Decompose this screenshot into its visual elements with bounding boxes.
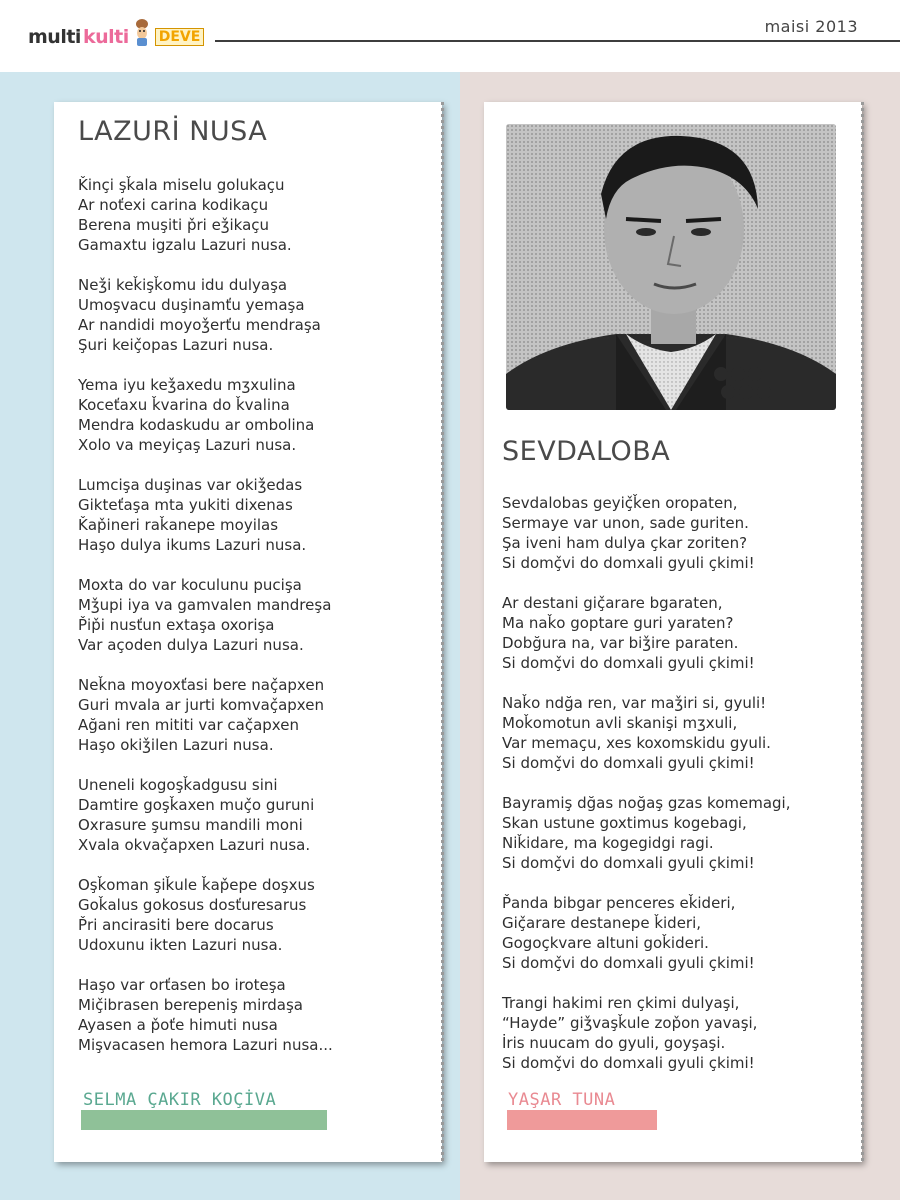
logo-text-multi: multi <box>28 26 81 48</box>
stanza <box>502 593 852 673</box>
poem-line: Gamaxtu igzalu Lazuri nusa. <box>78 236 292 254</box>
author-highlight-bar <box>507 1110 657 1130</box>
poem-line: Si domç̌vi do domxali gyuli çkimi! <box>502 1054 755 1072</box>
poem-line: Guri mvala ar jurti komvaç̌apxen <box>78 696 324 714</box>
camel-mascot-icon <box>131 18 153 48</box>
stanza <box>78 175 438 255</box>
poem-line: Trangi hakimi ren çkimi dulyaşi, <box>502 994 740 1012</box>
poem-line: Skan ustune goxtimus kogebagi, <box>502 814 747 832</box>
poem-line: Sevdalobas geyiç̌ǩen oropaten, <box>502 494 738 512</box>
stanza <box>78 375 438 455</box>
stanza <box>502 993 852 1073</box>
right-poem-author: YAŞAR TUNA <box>508 1090 616 1110</box>
poem-line: Ǩinçi şǩala miselu golukaçu <box>78 176 285 194</box>
stanza <box>78 275 438 355</box>
poem-line: Si domç̌vi do domxali gyuli çkimi! <box>502 854 755 872</box>
stanza <box>78 975 438 1055</box>
right-poem-card <box>484 102 862 1162</box>
poem-line: Umoşvacu duşinamťu yemaşa <box>78 296 305 314</box>
poem-line: Haşo var orťasen bo iroteşa <box>78 976 286 994</box>
magazine-logo[interactable] <box>28 14 204 48</box>
poem-line: Si domç̌vi do domxali gyuli çkimi! <box>502 754 755 772</box>
poem-line: Oxrasure şumsu mandili moni <box>78 816 303 834</box>
poem-line: Koceťaxu ǩvarina do ǩvalina <box>78 396 290 414</box>
poem-line: Naǩo ndğa ren, var maǯiri si, gyuli! <box>502 694 767 712</box>
poem-line: Mişvacasen hemora Lazuri nusa... <box>78 1036 333 1054</box>
poem-line: Ar nandidi moyoǯerťu mendraşa <box>78 316 321 334</box>
poem-line: Ar destani giç̌arare bgaraten, <box>502 594 723 612</box>
poem-line: Haşo okiǯilen Lazuri nusa. <box>78 736 274 754</box>
poem-line: P̌ip̌i nusťun extaşa oxorişa <box>78 616 275 634</box>
poem-line: Si domç̌vi do domxali gyuli çkimi! <box>502 654 755 672</box>
poem-line: Yema iyu keǯaxedu mʒxulina <box>78 376 296 394</box>
left-poem-body <box>78 175 438 1075</box>
left-poem-title: LAZURİ NUSA <box>78 116 268 147</box>
author-highlight-bar <box>81 1110 327 1130</box>
right-poem-title: SEVDALOBA <box>502 436 671 467</box>
poem-line: Ayasen a p̌oťe himuti nusa <box>78 1016 278 1034</box>
poem-line: Ağani ren mititi var caç̌apxen <box>78 716 299 734</box>
poem-line: Udoxunu ikten Lazuri nusa. <box>78 936 283 954</box>
poem-line: P̌anda bibgar penceres eǩideri, <box>502 894 736 912</box>
poem-line: Ma naǩo goptare guri yaraten? <box>502 614 734 632</box>
stanza <box>78 875 438 955</box>
page-header <box>0 0 900 72</box>
poem-line: Ar noťexi carina kodikaçu <box>78 196 269 214</box>
author-portrait <box>506 124 836 410</box>
left-poem-author: SELMA ÇAKIR KOÇİVA <box>83 1090 277 1110</box>
poem-line: Xvala okvaç̌apxen Lazuri nusa. <box>78 836 311 854</box>
poem-line: Şa iveni ham dulya çkar zoriten? <box>502 534 748 552</box>
poem-line: Gogoçkvare altuni goǩideri. <box>502 934 709 952</box>
stanza <box>502 693 852 773</box>
stanza <box>78 475 438 555</box>
stanza <box>78 775 438 855</box>
poem-line: Xolo va meyiçaş Lazuri nusa. <box>78 436 297 454</box>
stanza <box>502 793 852 873</box>
poem-line: Sermaye var unon, sade guriten. <box>502 514 749 532</box>
right-poem-body <box>502 493 852 1093</box>
poem-line: Moǩomotun avli skanişi mʒxuli, <box>502 714 738 732</box>
poem-line: Var açoden dulya Lazuri nusa. <box>78 636 304 654</box>
poem-line: Miç̌ibrasen berepeniş mirdaşa <box>78 996 303 1014</box>
poem-line: Oşǩoman şiǩule ǩap̌epe doşxus <box>78 876 315 894</box>
logo-text-kulti: kulti <box>82 26 129 48</box>
poem-line: Bayramiş dğas noğaş gzas komemagi, <box>502 794 791 812</box>
poem-line: Var memaçu, xes koxomskidu gyuli. <box>502 734 771 752</box>
poem-line: “Hayde” giǯvaşǩule zop̌on yavaşi, <box>502 1014 758 1032</box>
left-poem-card <box>54 102 442 1162</box>
header-divider <box>215 40 900 42</box>
stanza <box>78 575 438 655</box>
stanza <box>502 493 852 573</box>
logo-text-deve: DEVE <box>155 28 205 46</box>
poem-line: Mendra kodaskudu ar ombolina <box>78 416 315 434</box>
issue-date: maisi 2013 <box>764 17 858 36</box>
poem-line: Haşo dulya ikums Lazuri nusa. <box>78 536 307 554</box>
poem-line: Moxta do var koculunu pucişa <box>78 576 302 594</box>
stanza <box>502 893 852 973</box>
poem-line: Neǯi keǩişǩomu idu dulyaşa <box>78 276 288 294</box>
stanza <box>78 675 438 755</box>
poem-line: Dobğura na, var biǯire paraten. <box>502 634 739 652</box>
poem-line: Damtire goşǩaxen muç̌o guruni <box>78 796 315 814</box>
poem-line: Berena muşiti p̌ri eǯikaçu <box>78 216 270 234</box>
poem-line: P̌ri ancirasiti bere docarus <box>78 916 274 934</box>
poem-line: Ǩap̌ineri raǩanepe moyilas <box>78 516 279 534</box>
poem-line: Neǩna moyoxťasi bere naç̌apxen <box>78 676 325 694</box>
poem-line: Gikteťaşa mta yukiti dixenas <box>78 496 293 514</box>
poem-line: Goǩalus gokosus dosťuresarus <box>78 896 307 914</box>
poem-line: Si domç̌vi do domxali gyuli çkimi! <box>502 554 755 572</box>
poem-line: Giç̌arare destanepe ǩideri, <box>502 914 702 932</box>
poem-line: Niǩidare, ma kogegidgi ragi. <box>502 834 714 852</box>
poem-line: Uneneli kogoşǩadgusu sini <box>78 776 278 794</box>
poem-line: Mǯupi iya va gamvalen mandreşa <box>78 596 332 614</box>
poem-line: İris nuucam do gyuli, goyşaşi. <box>502 1034 726 1052</box>
poem-line: Lumcişa duşinas var okiǯedas <box>78 476 303 494</box>
portrait-image <box>506 124 836 410</box>
poem-line: Şuri keiç̌opas Lazuri nusa. <box>78 336 274 354</box>
poem-line: Si domç̌vi do domxali gyuli çkimi! <box>502 954 755 972</box>
